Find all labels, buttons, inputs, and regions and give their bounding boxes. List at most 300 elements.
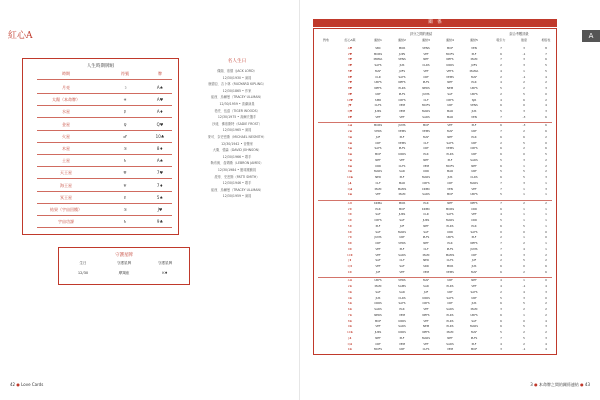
- row-value: URF: [471, 153, 477, 157]
- row-value: 5: [523, 336, 525, 340]
- row-card: 9♥: [347, 92, 353, 96]
- row-value: 2: [523, 81, 525, 85]
- row-value: JUMS: [422, 92, 430, 96]
- row-value: CRFS: [470, 147, 478, 151]
- row-value: 0: [545, 92, 547, 96]
- relationship-row: [314, 225, 556, 229]
- row-value: VENS: [422, 47, 430, 50]
- row-card: K♠: [347, 348, 353, 352]
- row-value: MOFS: [446, 164, 454, 168]
- row-value: 1: [545, 207, 547, 211]
- row-value: URR: [447, 230, 453, 234]
- row-value: URFS: [470, 92, 478, 96]
- row-value: JUMS: [398, 124, 406, 128]
- row-value: MAM: [422, 253, 430, 257]
- row-value: VEF: [399, 115, 405, 119]
- row-value: -1: [522, 52, 526, 56]
- row-value: JURS: [398, 213, 406, 217]
- period-symbol: ♄: [123, 219, 127, 225]
- birthday-line: 大衛．強森（DAVID JOHNSON）: [212, 148, 262, 153]
- relationship-row: [314, 279, 556, 283]
- row-value: MOR: [398, 47, 406, 50]
- row-value: CRFS: [374, 219, 382, 223]
- row-value: NEF: [471, 279, 477, 283]
- row-value: VEMS: [422, 130, 430, 134]
- row-value: SARS: [446, 342, 454, 346]
- row-value: 6: [500, 319, 502, 323]
- row-value: NEF: [447, 135, 453, 139]
- relationship-row: [314, 165, 556, 169]
- column-header: 吸引力: [496, 38, 506, 42]
- relationship-table: [313, 28, 557, 355]
- row-value: SAF: [399, 219, 405, 223]
- left-footer: 42 ● Love Cards: [10, 382, 44, 387]
- row-value: 6: [545, 115, 547, 119]
- row-value: 2: [545, 164, 547, 168]
- row-value: PLR: [399, 308, 405, 312]
- row-value: 3: [545, 336, 547, 340]
- row-value: 2: [500, 141, 502, 145]
- birthday-line: 鹿德亞．吉卜林（RUDYARD KIPLING）: [208, 82, 266, 87]
- relationship-row: [314, 136, 556, 140]
- row-value: 6: [500, 164, 502, 168]
- row-value: 6: [500, 313, 502, 317]
- row-value: 2: [545, 259, 547, 263]
- row-value: PLRS: [446, 153, 454, 157]
- row-value: JUPS: [398, 52, 406, 56]
- period-row: [23, 97, 178, 107]
- row-value: MAF: [423, 279, 429, 283]
- row-value: 6: [545, 130, 547, 134]
- row-value: CLF: [423, 98, 429, 102]
- row-value: SAMS: [398, 285, 406, 289]
- row-value: URF: [375, 92, 381, 96]
- row-value: 6: [500, 135, 502, 139]
- period-row: [23, 134, 178, 144]
- row-card: 4♦: [347, 219, 353, 223]
- row-value: SAFS: [470, 230, 478, 234]
- row-value: 6: [545, 58, 547, 62]
- row-value: VENS: [470, 104, 478, 108]
- row-value: CLF: [399, 259, 405, 263]
- row-card: 2♣: [347, 130, 353, 134]
- row-value: SARS: [446, 308, 454, 312]
- row-value: NEFS: [422, 313, 430, 317]
- birthday-line: 12/30/1959 • 喜劇演員: [219, 101, 255, 106]
- row-value: CRR: [471, 207, 477, 211]
- row-value: MAF: [423, 135, 429, 139]
- row-value: CRF: [423, 75, 429, 79]
- row-value: SAF: [423, 230, 429, 234]
- row-card: 4♠: [347, 296, 353, 300]
- relationship-row: [314, 153, 556, 157]
- life-period-table-header: [23, 71, 178, 81]
- row-value: MAR: [398, 181, 406, 185]
- row-value: 1: [523, 164, 525, 168]
- row-card: 4♣: [347, 141, 353, 145]
- row-value: 4: [545, 319, 547, 323]
- row-value: 1: [523, 213, 525, 217]
- row-value: URRS: [398, 153, 406, 157]
- row-value: PLRS: [446, 313, 454, 317]
- row-card: J♦: [348, 259, 352, 263]
- row-value: PLR: [447, 242, 453, 246]
- column-header: 相容性: [541, 38, 551, 42]
- relationship-row: [314, 193, 556, 197]
- period-row: [23, 219, 178, 229]
- row-value: VERS: [398, 242, 406, 246]
- birthdays-title: 名人生日: [227, 59, 247, 64]
- row-value: NEFS: [446, 58, 454, 62]
- row-value: VEF: [423, 342, 429, 346]
- period-period: 金星: [62, 121, 70, 127]
- row-value: SAFS: [446, 296, 454, 300]
- relationship-row: [314, 202, 556, 206]
- row-value: VEMS: [446, 75, 454, 79]
- row-value: 5: [523, 176, 525, 180]
- row-value: URFS: [470, 193, 478, 197]
- guardian-value-2: 摩羯座: [118, 271, 130, 275]
- row-value: VEN: [471, 47, 477, 50]
- row-value: SAFS: [398, 302, 406, 306]
- row-value: MAM: [446, 331, 454, 335]
- row-value: 2: [523, 130, 525, 134]
- row-value: CRMC: [421, 187, 431, 191]
- row-value: URFS: [470, 87, 478, 91]
- row-value: SAF: [375, 290, 381, 294]
- row-value: 3: [523, 296, 525, 300]
- row-card: 6♥: [347, 75, 353, 79]
- row-value: MOF: [446, 47, 454, 50]
- period-symbol: ♀: [123, 121, 127, 127]
- row-value: JURS: [374, 110, 382, 114]
- column-header: 連結1: [374, 38, 382, 42]
- row-value: VEMS: [398, 130, 406, 134]
- row-value: PLR: [471, 135, 477, 139]
- relationship-row: [314, 147, 556, 151]
- row-value: 4: [523, 247, 525, 251]
- row-value: CLRS: [398, 296, 406, 300]
- row-value: VEF: [423, 308, 429, 312]
- row-card: 10♥: [346, 98, 354, 102]
- guardian-header-2: 守護星牌: [116, 261, 132, 265]
- right-footer: 3 ● 本命牌之間的關係連結 ● 43: [530, 382, 590, 387]
- row-value: SARS: [422, 193, 430, 197]
- row-value: 1: [523, 193, 525, 197]
- relationship-row: [314, 325, 556, 329]
- period-card: 10♣: [155, 133, 165, 139]
- row-value: VEF: [471, 285, 477, 289]
- row-value: MOF: [374, 153, 382, 157]
- relationship-row: [314, 343, 556, 347]
- row-value: CLRS: [422, 64, 430, 68]
- row-value: MARS: [397, 230, 407, 234]
- row-value: CLF: [423, 247, 429, 251]
- row-value: 6: [500, 207, 502, 211]
- row-value: JUR: [471, 265, 477, 268]
- row-value: 2: [545, 135, 547, 139]
- row-value: NEF: [375, 158, 381, 162]
- period-period: 木星: [62, 146, 70, 151]
- row-value: 3: [545, 325, 547, 329]
- row-value: JUF: [471, 259, 477, 263]
- row-card: 5♥: [347, 69, 353, 73]
- row-value: 2: [500, 92, 502, 96]
- row-value: 2: [545, 313, 547, 317]
- row-value: SAF: [375, 230, 381, 234]
- relationship-row: [314, 337, 556, 341]
- row-value: JUFS: [470, 64, 478, 68]
- row-card: Q♥: [347, 110, 353, 114]
- relationship-row: [314, 99, 556, 103]
- relationship-row: [314, 47, 556, 51]
- row-value: VEM: [398, 342, 406, 346]
- birthday-line: 12/30/1930 • 演員: [222, 75, 252, 80]
- row-value: 1: [545, 193, 547, 197]
- relationship-row: [314, 188, 556, 192]
- row-value: 0: [523, 104, 525, 108]
- row-value: 1: [523, 207, 525, 211]
- row-value: JUF: [375, 270, 381, 274]
- row-value: 3: [545, 187, 547, 191]
- row-value: MAM: [398, 193, 406, 197]
- row-value: 2: [500, 290, 502, 294]
- row-card: 3♣: [347, 135, 353, 139]
- row-value: 5: [523, 302, 525, 306]
- period-card: 7♥: [156, 170, 164, 176]
- relationship-row: [314, 348, 556, 352]
- row-value: SBC: [375, 47, 381, 50]
- row-value: 3: [545, 176, 547, 180]
- row-value: 5: [500, 331, 502, 335]
- row-value: 4: [500, 213, 502, 217]
- row-value: 0: [545, 296, 547, 300]
- row-value: MARS: [373, 170, 383, 174]
- row-value: 2: [523, 201, 525, 205]
- row-value: VEF: [399, 158, 405, 162]
- row-value: 3: [545, 87, 547, 91]
- row-card: 3♥: [347, 58, 353, 62]
- row-value: MARS: [421, 336, 431, 340]
- row-value: NERS: [422, 87, 430, 91]
- row-value: NEFS: [470, 201, 478, 205]
- row-value: VEF: [375, 247, 381, 251]
- relationship-row: [314, 159, 556, 163]
- row-value: 0: [545, 230, 547, 234]
- row-value: SAFS: [446, 141, 454, 145]
- row-value: VEF: [423, 319, 429, 323]
- row-value: NEFS: [422, 331, 430, 335]
- row-value: SAFS: [470, 290, 478, 294]
- birthday-line: 老虎．伍茲（TIGER WOODS）: [214, 108, 260, 113]
- period-card: 5♠: [156, 194, 164, 200]
- row-value: NEM: [422, 325, 430, 329]
- row-value: 6: [500, 104, 502, 108]
- row-value: SARS: [374, 308, 382, 312]
- row-value: 2: [545, 98, 547, 102]
- row-value: NEF: [423, 224, 429, 228]
- row-value: MOFS: [446, 52, 454, 56]
- row-value: PLF: [447, 158, 453, 162]
- row-value: 2: [545, 158, 547, 162]
- row-value: SRR: [423, 265, 429, 268]
- relationship-row: [314, 170, 556, 174]
- row-value: NEFS: [470, 242, 478, 246]
- row-value: 4: [500, 98, 502, 102]
- row-value: VEF: [375, 253, 381, 257]
- row-value: CRF: [447, 302, 453, 306]
- row-value: MOFS: [422, 104, 430, 108]
- row-card: A♣: [347, 124, 353, 128]
- row-value: VEM: [398, 104, 406, 108]
- row-value: 7: [500, 247, 502, 251]
- row-value: SAFS: [398, 75, 406, 79]
- row-value: JUF: [375, 135, 381, 139]
- row-value: 4: [500, 253, 502, 257]
- row-value: PLR: [471, 81, 477, 85]
- birthday-line: 崔西．烏爾曼（TRACEY ULLMAN）: [210, 95, 264, 100]
- row-value: SJR: [471, 98, 477, 102]
- row-value: VEM: [446, 348, 454, 352]
- row-value: PLR: [375, 207, 381, 211]
- row-value: VEF: [471, 213, 477, 217]
- row-value: 5: [523, 170, 525, 174]
- birthday-line: 12/30/1865 • 作家: [222, 88, 252, 93]
- header-symbol: 符號: [121, 71, 129, 76]
- row-value: 1: [545, 181, 547, 185]
- row-value: JURS: [422, 219, 430, 223]
- relationship-row: [314, 116, 556, 120]
- row-value: 0: [523, 319, 525, 323]
- row-value: 7: [500, 336, 502, 340]
- row-value: VEFS: [446, 69, 454, 73]
- row-card: 3♦: [347, 213, 353, 217]
- row-value: JUF: [399, 224, 405, 228]
- row-value: PLRS: [446, 325, 454, 329]
- row-value: SAF: [471, 319, 477, 323]
- row-value: 2: [545, 170, 547, 174]
- row-value: PLFS: [422, 236, 430, 240]
- row-value: SARS: [470, 158, 478, 162]
- row-value: JUFS: [398, 69, 406, 73]
- row-value: KRMC: [421, 207, 431, 211]
- row-card: 9♠: [347, 325, 353, 329]
- period-period: 土星: [62, 158, 70, 164]
- row-value: SAF: [447, 92, 453, 96]
- row-card: 5♣: [347, 147, 353, 151]
- row-value: VENS: [398, 58, 406, 62]
- period-row: [23, 195, 178, 205]
- row-value: SAFS: [446, 213, 454, 217]
- relationship-row: [314, 213, 556, 217]
- row-value: VEF: [375, 193, 381, 197]
- section-tab: A: [582, 30, 600, 42]
- row-value: MORS: [373, 124, 383, 128]
- row-card: A♠: [347, 279, 353, 283]
- birthday-line: 12/30/1984 • 籃球運動員: [217, 167, 257, 172]
- relationship-row: [314, 314, 556, 318]
- period-period: 冥王星: [60, 194, 72, 200]
- row-value: URR: [375, 164, 381, 168]
- right-page: [300, 0, 600, 400]
- row-value: MAM: [374, 187, 382, 191]
- row-value: URF: [447, 279, 453, 283]
- period-card: A♠: [156, 158, 164, 164]
- row-value: -1: [522, 348, 526, 352]
- row-value: URF: [471, 130, 477, 134]
- column-header: 對象: [322, 38, 329, 42]
- row-value: 2: [545, 201, 547, 205]
- row-value: 7: [500, 242, 502, 246]
- period-row: [23, 183, 178, 193]
- row-value: VEF: [375, 265, 381, 268]
- row-value: 5: [523, 141, 525, 145]
- row-value: VEF: [423, 69, 429, 73]
- row-value: 2: [545, 308, 547, 312]
- row-value: SAF: [375, 259, 381, 263]
- relationship-row: [314, 124, 556, 128]
- row-value: SARS: [422, 115, 430, 119]
- birthday-line: 12/30/1975 • 高爾夫選手: [217, 115, 257, 120]
- row-value: 1: [545, 224, 547, 228]
- row-value: VEMS: [446, 270, 454, 274]
- row-value: 1: [545, 242, 547, 246]
- row-value: 7: [500, 47, 502, 50]
- row-value: VERS: [398, 279, 406, 283]
- row-value: 2: [545, 302, 547, 306]
- row-value: 7: [500, 187, 502, 191]
- relationship-row: [314, 208, 556, 212]
- row-value: 6: [500, 265, 502, 268]
- row-value: MORS: [445, 207, 455, 211]
- row-card: 2♥: [347, 52, 353, 56]
- row-card: 5♠: [347, 302, 353, 306]
- row-value: PLF: [471, 342, 477, 346]
- row-value: 6: [500, 52, 502, 56]
- row-card: J♥: [348, 104, 352, 108]
- row-value: MAF: [471, 75, 477, 79]
- period-card: A♥: [156, 97, 164, 103]
- row-value: 3: [545, 110, 547, 114]
- row-card: 7♦: [347, 236, 353, 240]
- row-value: CRF: [375, 242, 381, 246]
- period-period: 結果（宇宙回饋）: [50, 207, 82, 212]
- row-value: 6: [545, 124, 547, 128]
- row-value: PLFS: [470, 336, 478, 340]
- row-value: 6: [500, 224, 502, 228]
- row-value: PLRS: [446, 224, 454, 228]
- row-value: 5: [500, 158, 502, 162]
- birthday-line: 沙迪．佛洛斯特（SADIE FROST）: [212, 121, 262, 126]
- row-value: CRF: [375, 342, 381, 346]
- row-card: 9♦: [347, 247, 353, 251]
- row-value: NEF: [375, 336, 381, 340]
- row-value: CLFS: [422, 348, 430, 352]
- row-value: 5: [523, 224, 525, 228]
- row-value: CLR: [375, 75, 381, 79]
- period-period: 宇宙功課: [58, 219, 74, 225]
- column-header: 連結5: [470, 38, 478, 42]
- row-value: 1: [523, 313, 525, 317]
- row-value: NERS: [374, 313, 382, 317]
- row-value: MOFS: [374, 348, 382, 352]
- row-value: 6: [523, 135, 525, 139]
- relationship-row: [314, 271, 556, 275]
- row-card: 10♣: [346, 176, 354, 180]
- row-value: URR: [423, 170, 429, 174]
- row-value: 1: [523, 279, 525, 283]
- life-period-table: [22, 58, 179, 235]
